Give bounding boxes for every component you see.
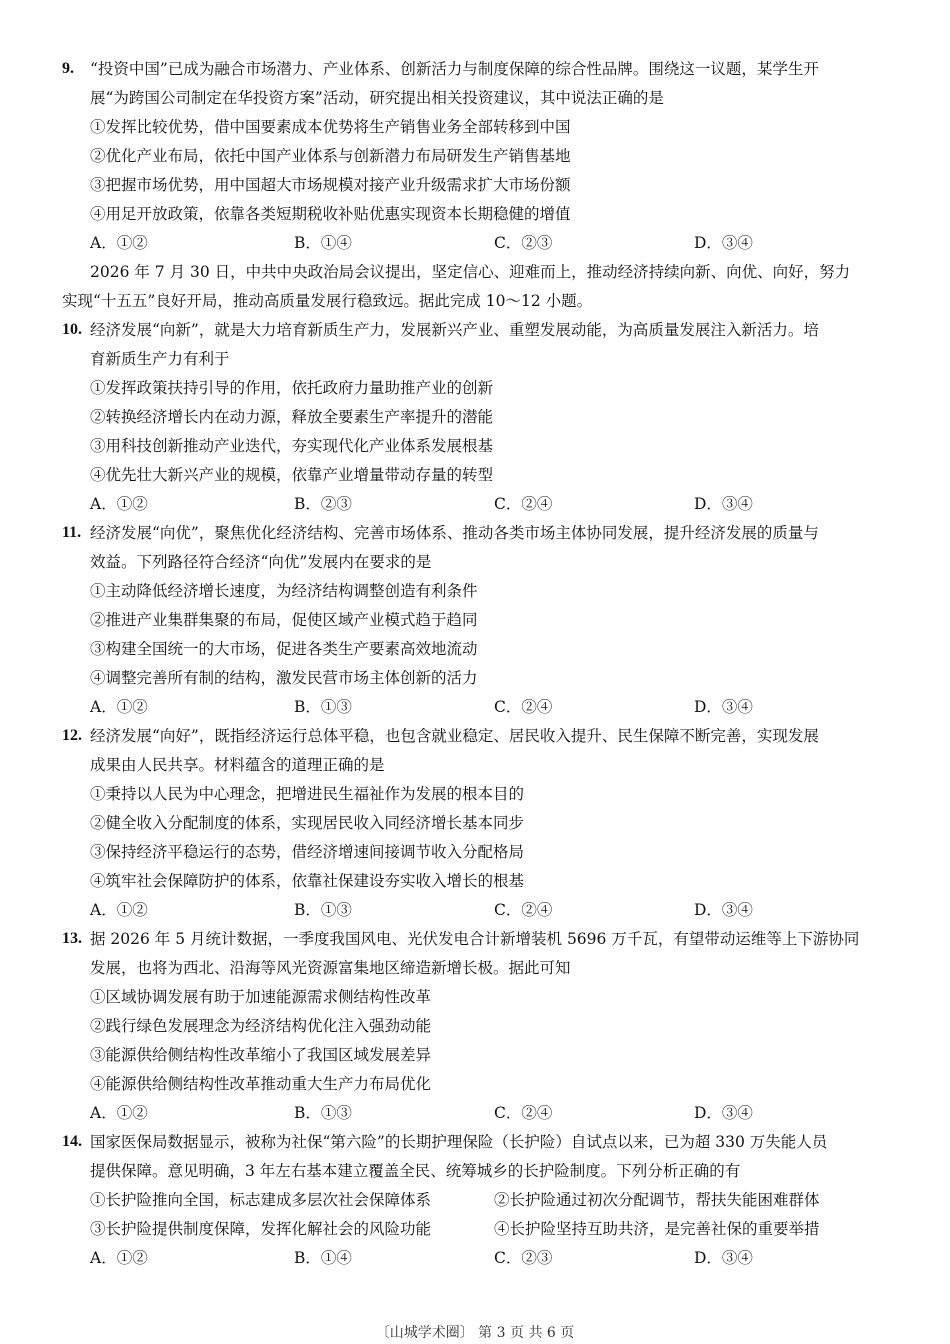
answer-choice-a: A．①② [90,698,148,716]
answer-choice-b: B．①③ [294,698,352,716]
option-statement: ③保持经济平稳运行的态势，借经济增速间接调节收入分配格局 [90,843,525,861]
option-statement: ②践行绿色发展理念为经济结构优化注入强劲动能 [90,1017,432,1035]
question-number: 11. [62,524,82,541]
option-statement: ④能源供给侧结构性改革推动重大生产力布局优化 [90,1075,432,1093]
answer-choice-c: C．②④ [494,698,553,716]
option-statement: ④长护险坚持互助共济，是完善社保的重要举措 [494,1220,820,1238]
question-number: 14. [62,1133,82,1150]
question-stem-line: “投资中国”已成为融合市场潜力、产业体系、创新活力与制度保障的综合性品牌。围绕这一议题，某学生开 [90,60,819,78]
question-number: 10. [62,321,82,338]
answer-choice-c: C．②④ [494,495,553,513]
answer-choice-b: B．①③ [294,901,352,919]
answer-choice-b: B．②③ [294,495,352,513]
page-footer: 〔山城学术圈〕 第 3 页 共 6 页 [375,1325,575,1341]
answer-choice-a: A．①② [90,234,148,252]
option-statement: ②推进产业集群集聚的布局，促使区域产业模式趋于趋同 [90,611,478,629]
question-number: 9. [62,60,74,77]
question-stem-line: 发展，也将为西北、沿海等风光资源富集地区缔造新增长极。据此可知 [90,959,571,977]
question-stem-line: 据 2026 年 5 月统计数据，一季度我国风电、光伏发电合计新增装机 5696 万千瓦，有望带动运维等上下游协同 [90,930,860,948]
option-statement: ④调整完善所有制的结构，激发民营市场主体创新的活力 [90,669,478,687]
answer-choice-c: C．②③ [494,234,553,252]
answer-choice-a: A．①② [90,495,148,513]
answer-choice-b: B．①④ [294,1249,352,1267]
option-statement: ①发挥政策扶持引导的作用，依托政府力量助推产业的创新 [90,379,494,397]
option-statement: ①秉持以人民为中心理念，把增进民生福祉作为发展的根本目的 [90,785,525,803]
question-stem-line: 经济发展“向新”，就是大力培育新质生产力，发展新兴产业、重塑发展动能，为高质量发展注入新活力。培 [90,321,819,339]
question-stem-line: 提供保障。意见明确，3 年左右基本建立覆盖全民、统筹城乡的长护险制度。下列分析正确的有 [90,1162,741,1180]
question-stem-line: 国家医保局数据显示，被称为社保“第六险”的长期护理保险（长护险）自试点以来，已为超 330 万失能人员 [90,1133,828,1151]
answer-choice-d: D．③④ [694,1104,753,1122]
option-statement: ②转换经济增长内在动力源，释放全要素生产率提升的潜能 [90,408,494,426]
answer-choice-d: D．③④ [694,698,753,716]
option-statement: ③构建全国统一的大市场，促进各类生产要素高效地流动 [90,640,478,658]
intro-line: 实现“十五五”良好开局，推动高质量发展行稳致远。据此完成 10～12 小题。 [62,292,593,310]
option-statement: ②优化产业布局，依托中国产业体系与创新潜力布局研发生产销售基地 [90,147,571,165]
answer-choice-b: B．①③ [294,1104,352,1122]
option-statement: ④用足开放政策，依靠各类短期税收补贴优惠实现资本长期稳健的增值 [90,205,571,223]
option-statement: ④优先壮大新兴产业的规模，依靠产业增量带动存量的转型 [90,466,494,484]
question-stem-line: 成果由人民共享。材料蕴含的道理正确的是 [90,756,385,774]
answer-choice-c: C．②④ [494,901,553,919]
answer-choice-d: D．③④ [694,901,753,919]
answer-choice-c: C．②③ [494,1249,553,1267]
answer-choice-d: D．③④ [694,234,753,252]
question-stem-line: 经济发展“向优”，聚焦优化经济结构、完善市场体系、推动各类市场主体协同发展，提升经济发展的质量与 [90,524,819,542]
option-statement: ③长护险提供制度保障，发挥化解社会的风险功能 [90,1220,432,1238]
option-statement: ④筑牢社会保障防护的体系，依靠社保建设夯实收入增长的根基 [90,872,525,890]
question-stem-line: 效益。下列路径符合经济“向优”发展内在要求的是 [90,553,432,571]
answer-choice-b: B．①④ [294,234,352,252]
question-number: 13. [62,930,82,947]
option-statement: ③用科技创新推动产业迭代，夯实现代化产业体系发展根基 [90,437,494,455]
option-statement: ③把握市场优势，用中国超大市场规模对接产业升级需求扩大市场份额 [90,176,571,194]
option-statement: ①发挥比较优势，借中国要素成本优势将生产销售业务全部转移到中国 [90,118,571,136]
answer-choice-a: A．①② [90,901,148,919]
answer-choice-a: A．①② [90,1104,148,1122]
question-stem-line: 经济发展“向好”，既指经济运行总体平稳，也包含就业稳定、居民收入提升、民生保障不断完善，实现发展 [90,727,819,745]
option-statement: ①主动降低经济增长速度，为经济结构调整创造有利条件 [90,582,478,600]
question-stem-line: 展“为跨国公司制定在华投资方案”活动，研究提出相关投资建议，其中说法正确的是 [90,89,664,107]
answer-choice-d: D．③④ [694,1249,753,1267]
answer-choice-d: D．③④ [694,495,753,513]
option-statement: ①区域协调发展有助于加速能源需求侧结构性改革 [90,988,432,1006]
option-statement: ②长护险通过初次分配调节，帮扶失能困难群体 [494,1191,820,1209]
answer-choice-a: A．①② [90,1249,148,1267]
answer-choice-c: C．②④ [494,1104,553,1122]
question-stem-line: 育新质生产力有利于 [90,350,230,368]
intro-line: 2026 年 7 月 30 日，中共中央政治局会议提出，坚定信心、迎难而上，推动经济持续向新、向优、向好，努力 [90,263,851,281]
option-statement: ②健全收入分配制度的体系，实现居民收入同经济增长基本同步 [90,814,525,832]
question-number: 12. [62,727,82,744]
option-statement: ③能源供给侧结构性改革缩小了我国区域发展差异 [90,1046,432,1064]
option-statement: ①长护险推向全国，标志建成多层次社会保障体系 [90,1191,432,1209]
